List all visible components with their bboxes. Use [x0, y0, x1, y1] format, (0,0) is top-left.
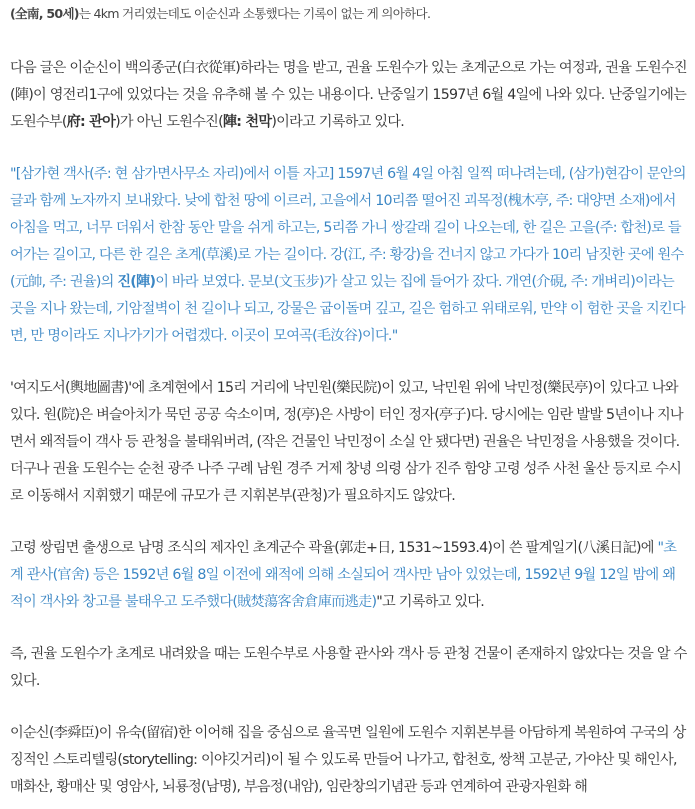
paragraph-5: 이순신(李舜臣)이 유숙(留宿)한 이어해 집을 중심으로 율곡면 일원에 도원수 지휘본부를 아담하게 복원하여 구국의 상징적인 스토리텔링(storytelling: 이야깃거리)이 될 수 있도록 만들어 나가고, 합천호, 쌍책 고분군, 가야산 및 해인사, 매화산, 황매산 및 영암사, 뇌룡정(남명), 부음정(내암), 임란창의기념관 등과 연계하여 관광자원화 해 — [10, 725, 686, 795]
diary-quote — [10, 161, 687, 350]
paragraph-3 — [10, 535, 687, 616]
paragraph-4: 즉, 권율 도원수가 초계로 내려왔을 때는 도원수부로 사용할 관사와 객사 등 관청 건물이 존재하지 않았다는 것을 알 수 있다. — [10, 646, 687, 689]
p3-text2: "고 기록하고 있다. — [376, 594, 485, 610]
p3-quote: "초계 관사(官舍) 등은 1592년 6월 8일 이전에 왜적에 의해 소실되어 객사만 남아 있었는데, 1592년 9월 12일 밤에 왜적이 객사와 창고를 불태우고 도주했다(賊焚蕩客舍倉庫而逃走) — [10, 540, 677, 610]
quote-text1: "[삼가현 객사(주: 현 삼가면사무소 자리)에서 이틀 자고] 1597년 6월 4일 아침 일찍 떠나려는데, (삼가)현감이 문안의 글과 함께 노자까지 보내왔다. 낮에 합천 땅에 이르러, 고을에서 10리쯤 떨어진 괴목정(槐木亭, 주: 대양면 소재)에서 아침을 먹고, 너무 더워서 한참 동안 말을 쉬게 하고는, 5리쯤 가니 쌍갈래 길이 나오는데, 한 길은 고을(주: 합천)로 들어가는 길이고, 다른 한 길은 초계(草溪)로 가는 길이다. 강(江, 주: 황강)을 건너지 않고 가다가 10리 남짓한 곳에 원수(元帥, 주: 권율)의 — [10, 166, 686, 290]
spacer — [10, 27, 687, 55]
spacer — [10, 616, 687, 641]
p3-text1: 고령 쌍림면 출생으로 남명 조식의 제자인 초계군수 곽율(郭走+日, 1531~1593.4)이 쓴 팔계일기(八溪日記)에 — [10, 540, 658, 556]
p1-text1: 다음 글은 이순신이 백의종군(白衣從軍)하라는 명을 받고, 권율 도원수가 있는 초계군으로 가는 여정과, 권율 도원수진(陣)이 영전리1구에 있었다는 것을 유추해 볼 수 있는 내용이다. 난중일기 1597년 6월 4일에 나와 있다. 난중일기에는 도원수부( — [10, 60, 687, 130]
paragraph-1 — [10, 55, 687, 136]
p1-bold2: 陣: 천막 — [222, 114, 272, 130]
intro-text: 는 4km 거리였는데도 이순신과 소통했다는 기록이 없는 게 의아하다. — [78, 6, 431, 21]
paragraph-2: '여지도서(輿地圖書)'에 초계현에서 15리 거리에 낙민원(樂民院)이 있고, 낙민원 위에 낙민정(樂民亭)이 있다고 나와 있다. 원(院)은 벼슬아치가 묵던 공공 숙소이며, 정(亭)은 사방이 터인 정자(亭子)다. 당시에는 임란 발발 5년이나 지나면서 왜적들이 객사 등 관청을 불태워버려, (작은 건물인 낙민정이 소실 안 됐다면) 권율은 낙민정을 사용했을 것이다. 더구나 권율 도원수는 순천 광주 나주 구례 남원 경주 거제 창녕 의령 삼가 진주 함양 고령 성주 사천 울산 등지로 수시로 이동해서 지휘했기 때문에 규모가 큰 지휘본부(관청)가 필요하지도 않았다. — [10, 380, 683, 504]
p1-text2: )가 아닌 도원수진( — [115, 114, 223, 130]
spacer — [10, 510, 687, 535]
spacer — [10, 350, 687, 375]
spacer — [10, 695, 687, 720]
p1-text3: )이라고 기록하고 있다. — [271, 114, 404, 130]
p1-bold1: 府: 관아 — [66, 114, 116, 130]
spacer — [10, 136, 687, 161]
quote-bold: 진(陣) — [117, 274, 156, 290]
intro-line — [10, 0, 687, 27]
quote-text2: 이 바라 보였다. 문보(文玉步)가 살고 있는 집에 들어가 잤다. 개연(介硯, 주: 개벼리)이라는 곳을 지나 왔는데, 기암절벽이 천 길이나 되고, 강물은 굽이돌며 깊고, 길은 험하고 위태로워, 만약 이 험한 곳을 지킨다면, 만 명이라도 지나가기가 어렵겠다. 이곳이 모여곡(毛汝谷)이다." — [10, 274, 685, 344]
intro-bold: (全南, 50세) — [10, 6, 79, 21]
